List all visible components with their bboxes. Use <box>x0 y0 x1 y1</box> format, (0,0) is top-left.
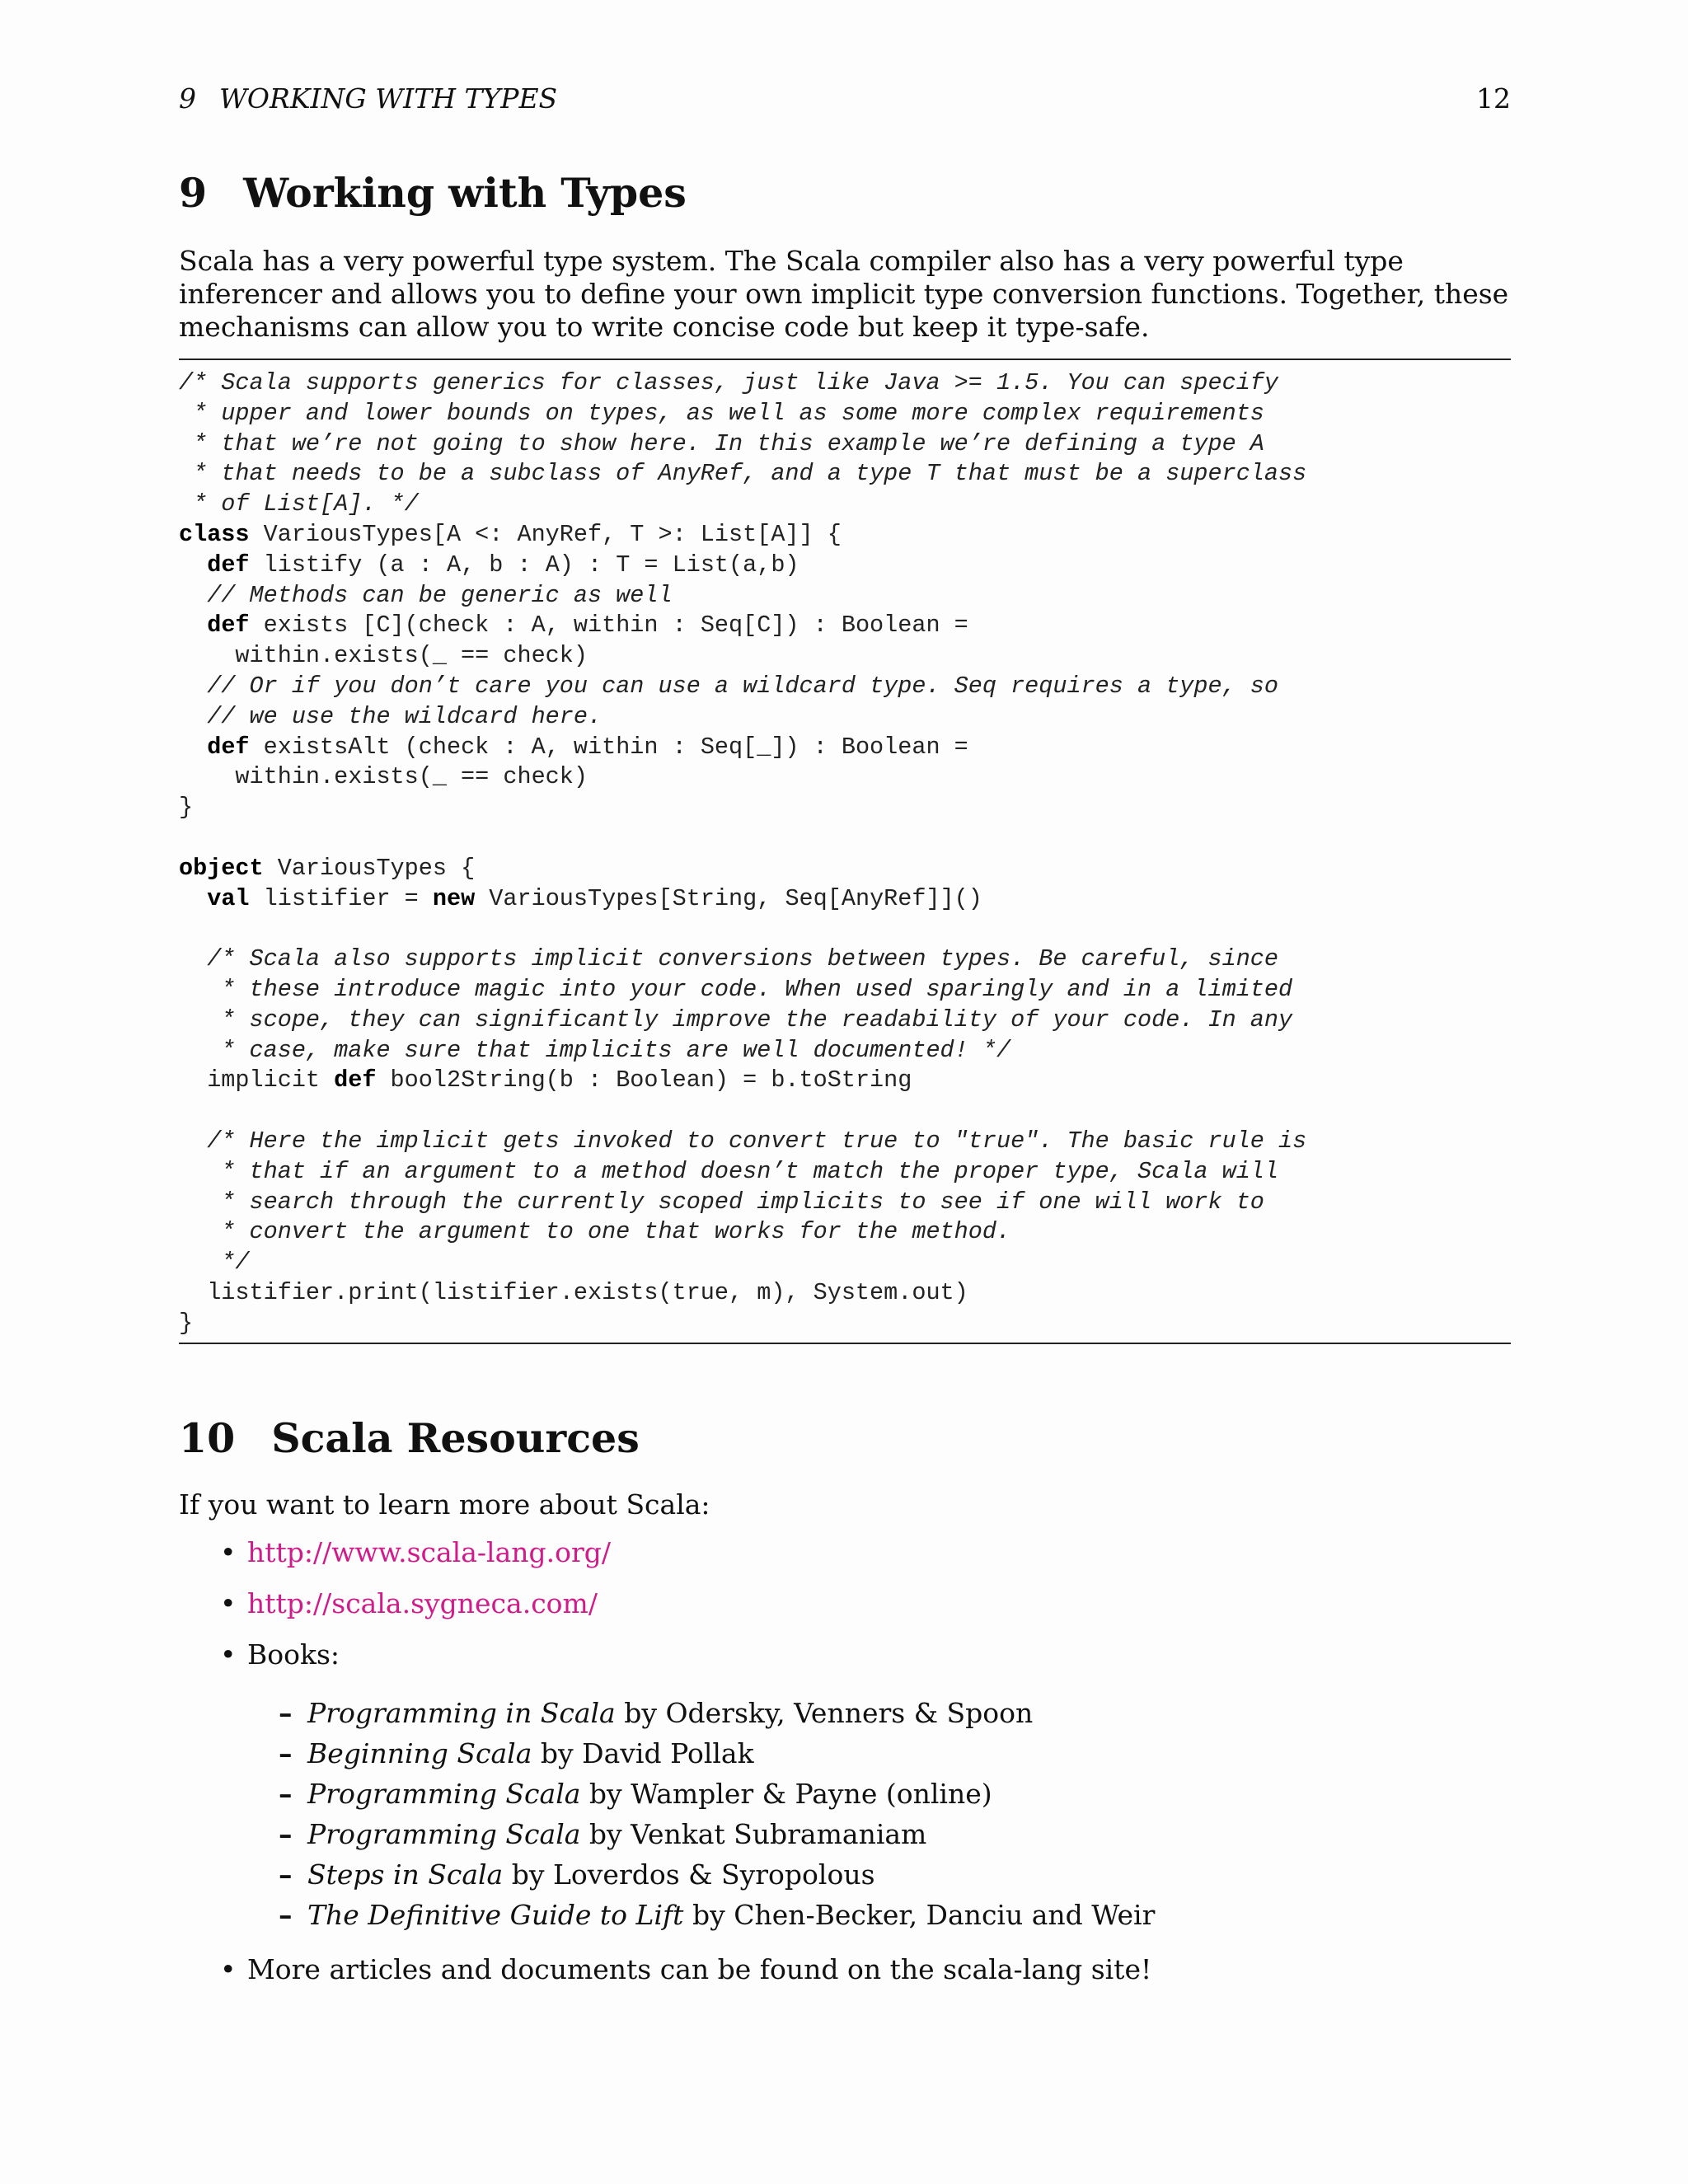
code-segment <box>179 885 207 912</box>
code-comment: // we use the wildcard here. <box>179 702 603 730</box>
code-segment <box>179 612 207 639</box>
code-keyword: new <box>432 884 476 912</box>
code-line <box>179 582 673 609</box>
section-10-lead: If you want to learn more about Scala: <box>179 1488 710 1521</box>
code-line <box>179 794 193 821</box>
code-segment <box>179 551 207 579</box>
list-item-books <box>179 1638 1511 1935</box>
code-segment: implicit <box>179 1066 335 1094</box>
code-line <box>179 885 982 912</box>
code-line <box>179 1037 1010 1064</box>
running-header-title: WORKING WITH TYPES <box>219 82 558 115</box>
list-item <box>179 1587 1511 1620</box>
book-title: Beginning Scala <box>307 1736 532 1769</box>
code-line <box>179 551 799 579</box>
code-comment: * search through the currently scoped implicits to see if one will work to <box>179 1188 1264 1216</box>
book-item <box>247 1814 1511 1854</box>
code-comment: * scope, they can significantly improve the readability of your code. In any <box>179 1005 1293 1033</box>
book-item <box>247 1895 1511 1935</box>
code-comment: * of List[A]. */ <box>179 490 419 518</box>
book-author: by Venkat Subramaniam <box>580 1817 927 1850</box>
code-line <box>179 1006 1292 1033</box>
book-item <box>247 1733 1511 1774</box>
code-keyword: def <box>207 733 250 761</box>
code-segment: listifier = <box>249 884 433 912</box>
book-title: The Definitive Guide to Lift <box>307 1898 684 1931</box>
code-keyword: object <box>179 854 264 882</box>
code-line <box>179 612 968 639</box>
code-segment: exists [C](check : A, within : Seq[C]) : Boolean = <box>249 612 968 640</box>
code-line <box>179 1188 1264 1216</box>
code-line <box>179 369 1278 396</box>
book-title: Programming in Scala <box>307 1696 616 1729</box>
section-10 <box>179 1413 1511 1986</box>
code-comment: // Or if you don’t care you can use a wildcard type. Seq requires a type, so <box>179 672 1279 700</box>
list-item <box>179 1953 1511 1986</box>
code-line <box>179 945 1278 972</box>
sygneca-link[interactable]: http://scala.sygneca.com/ <box>247 1586 598 1619</box>
code-line <box>179 1127 1306 1155</box>
code-line <box>179 703 602 730</box>
code-comment: * these introduce magic into your code. When used sparingly and in a limited <box>179 975 1293 1003</box>
code-keyword: val <box>207 884 250 912</box>
book-item <box>247 1774 1511 1814</box>
book-title: Programming Scala <box>307 1777 581 1810</box>
code-line <box>179 460 1306 487</box>
code-line <box>179 1158 1278 1185</box>
section-9-intro: Scala has a very powerful type system. The Scala compiler also has a very powerful type inferencer and allows you to define your own implicit type conversion functions. Together, these mechanisms can allow you to write concise code but keep it type-safe. <box>179 245 1509 343</box>
running-header <box>179 82 1511 119</box>
document-page <box>179 82 1511 2004</box>
section-9 <box>179 119 1511 1344</box>
code-comment: * that if an argument to a method doesn’t match the proper type, Scala will <box>179 1157 1279 1185</box>
code-line <box>179 1218 1010 1245</box>
book-author: by Wampler & Payne (online) <box>580 1777 992 1810</box>
code-keyword: class <box>179 520 250 548</box>
book-author: by Chen-Becker, Danciu and Weir <box>683 1898 1156 1931</box>
code-listing <box>179 359 1511 1344</box>
book-author: by David Pollak <box>532 1736 754 1769</box>
code-line <box>179 1279 968 1306</box>
running-header-number: 9 <box>179 82 196 115</box>
resource-list <box>179 1536 1511 1986</box>
code-line <box>179 1249 250 1276</box>
section-9-heading <box>179 119 1511 217</box>
book-author: by Odersky, Venners & Spoon <box>615 1696 1034 1729</box>
code-segment: existsAlt (check : A, within : Seq[_]) : Boolean = <box>249 733 968 761</box>
section-10-number: 10 <box>179 1413 236 1462</box>
code-comment: /* Here the implicit gets invoked to convert true to "true". The basic rule is <box>179 1127 1307 1155</box>
book-item <box>247 1854 1511 1895</box>
code-keyword: def <box>334 1066 377 1094</box>
code-line <box>179 763 588 790</box>
code-comment: */ <box>179 1249 250 1277</box>
code-line <box>179 976 1292 1003</box>
code-comment: * that needs to be a subclass of AnyRef, and a type T that must be a superclass <box>179 460 1307 488</box>
code-segment: } <box>179 1309 194 1337</box>
code-line <box>179 400 1264 427</box>
final-note: More articles and documents can be found on the scala-lang site! <box>247 1952 1152 1985</box>
code-line <box>179 733 968 761</box>
code-segment: VariousTypes[A <: AnyRef, T >: List[A]] { <box>249 520 842 548</box>
code-segment: VariousTypes { <box>263 854 476 882</box>
books-label: Books: <box>247 1638 340 1671</box>
code-comment: * upper and lower bounds on types, as well as some more complex requirements <box>179 399 1264 427</box>
code-segment: } <box>179 794 194 822</box>
code-comment: /* Scala supports generics for classes, just like Java >= 1.5. You can specify <box>179 369 1279 396</box>
running-header-section <box>179 82 557 115</box>
code-segment <box>179 733 207 761</box>
code-comment: * convert the argument to one that works for the method. <box>179 1218 1011 1246</box>
section-10-heading <box>179 1413 1511 1462</box>
section-9-number: 9 <box>179 169 208 217</box>
code-line <box>179 521 842 548</box>
code-text <box>179 368 1511 1339</box>
code-line <box>179 490 419 518</box>
code-segment: listifier.print(listifier.exists(true, m), System.out) <box>179 1278 968 1306</box>
code-keyword: def <box>207 612 250 640</box>
code-segment: bool2String(b : Boolean) = b.toString <box>376 1066 912 1094</box>
book-item <box>247 1693 1511 1733</box>
code-line <box>179 855 475 882</box>
scala-lang-link[interactable]: http://www.scala-lang.org/ <box>247 1535 612 1568</box>
code-comment: * that we’re not going to show here. In this example we’re defining a type A <box>179 429 1264 457</box>
code-line <box>179 1066 912 1094</box>
section-10-title: Scala Resources <box>271 1413 640 1462</box>
code-segment: listify (a : A, b : A) : T = List(a,b) <box>249 551 799 579</box>
books-list <box>247 1693 1511 1935</box>
code-segment: VariousTypes[String, Seq[AnyRef]]() <box>475 884 982 912</box>
page-number: 12 <box>1476 82 1511 115</box>
code-comment: * case, make sure that implicits are well documented! */ <box>179 1036 1011 1064</box>
section-9-title: Working with Types <box>243 169 687 217</box>
code-keyword: def <box>207 551 250 579</box>
list-item <box>179 1536 1511 1569</box>
book-author: by Loverdos & Syropolous <box>503 1858 875 1891</box>
code-line <box>179 673 1278 700</box>
code-segment: within.exists(_ == check) <box>179 642 588 670</box>
book-title: Programming Scala <box>307 1817 581 1850</box>
code-line <box>179 642 588 669</box>
code-line <box>179 430 1264 457</box>
book-title: Steps in Scala <box>307 1858 504 1891</box>
code-comment: /* Scala also supports implicit conversions between types. Be careful, since <box>179 945 1279 973</box>
code-line <box>179 1310 193 1337</box>
code-comment: // Methods can be generic as well <box>179 581 673 609</box>
code-segment: within.exists(_ == check) <box>179 763 588 791</box>
